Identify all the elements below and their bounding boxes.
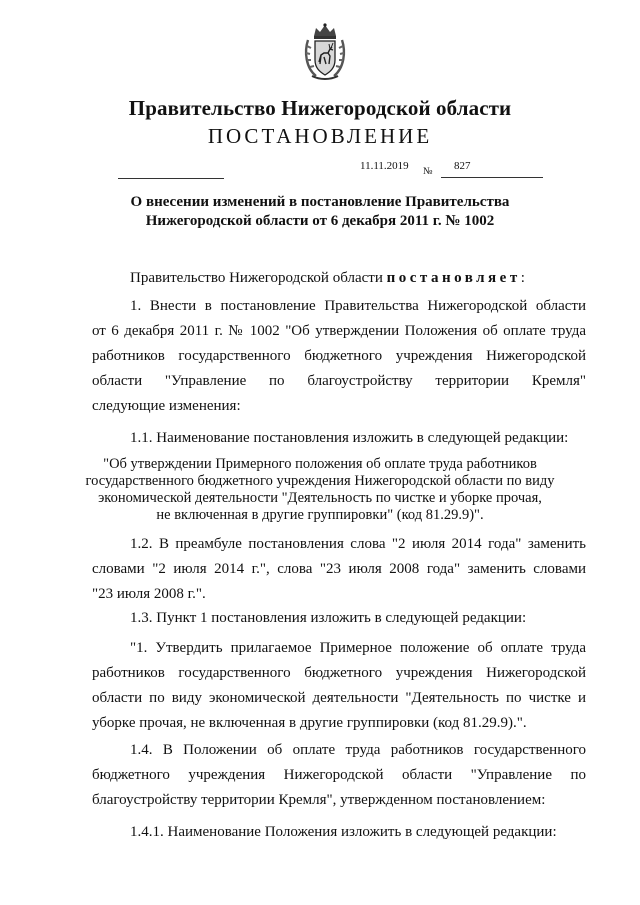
left-signature-line: [118, 178, 224, 179]
document-number: 827: [454, 160, 471, 172]
document-date: 11.11.2019: [360, 160, 409, 172]
number-sign: №: [423, 166, 433, 177]
intro-paragraph: [130, 266, 570, 291]
intro-colon: :: [520, 270, 525, 286]
heading-line: Нижегородской области от 6 декабря 2011 г. № 1002: [145, 213, 495, 229]
decree-word: постановляет: [386, 270, 521, 286]
document-heading: [0, 193, 640, 231]
paragraph-1-3-quote: [92, 636, 586, 736]
quote-block: [76, 456, 564, 524]
text-line: области по виду экономической деятельности "Деятельность по чистке и: [92, 690, 586, 706]
text-line: работников государственного бюджетного учреждения Нижегородской: [92, 348, 586, 364]
heading-line: О внесении изменений в постановление Правительства: [130, 194, 510, 210]
text-line: 1.2. В преамбуле постановления слова "2 июля 2014 года" заменить: [130, 536, 586, 552]
document-type: ПОСТАНОВЛЕНИЕ: [207, 124, 433, 148]
text-line: уборке прочая, не включенная в другие группировки (код 81.29.9).".: [92, 715, 527, 731]
quote-line: "Об утверждении Примерного положения об оплате труда работников: [103, 456, 537, 472]
text-line: области "Управление по благоустройству территории Кремля": [92, 373, 586, 389]
paragraph-1-1: 1.1. Наименование постановления изложить в следующей редакции:: [130, 430, 569, 446]
number-line: [441, 177, 543, 178]
text-line: 1. Внести в постановление Правительства Нижегородской области: [130, 298, 586, 314]
quote-line: экономической деятельности "Деятельность по чистке и уборке прочая,: [98, 490, 542, 506]
quote-line: не включенная в другие группировки" (код 81.29.9)".: [156, 507, 484, 523]
paragraph-1-4-1: 1.4.1. Наименование Положения изложить в следующей редакции:: [130, 824, 557, 840]
paragraph-1: [92, 294, 586, 419]
paragraph-1-3: 1.3. Пункт 1 постановления изложить в следующей редакции:: [130, 610, 527, 626]
text-line: следующие изменения:: [92, 398, 241, 414]
government-title: Правительство Нижегородской области: [128, 96, 512, 120]
text-line: словами "2 июля 2014 г.", слова "23 июля 2008 года" заменить словами: [92, 561, 586, 577]
coat-of-arms-icon: [302, 22, 348, 82]
text-line: "1. Утвердить прилагаемое Примерное положение об оплате труда: [130, 640, 586, 656]
quote-line: государственного бюджетного учреждения Нижегородской области по виду: [85, 473, 555, 489]
text-line: бюджетного учреждения Нижегородской области "Управление по: [92, 767, 586, 783]
text-line: "23 июля 2008 г.".: [92, 586, 206, 602]
text-line: работников государственного бюджетного учреждения Нижегородской: [92, 665, 586, 681]
paragraph-1-4: [92, 738, 586, 813]
text-line: благоустройству территории Кремля", утвержденном постановлением:: [92, 792, 546, 808]
text-line: 1.4. В Положении об оплате труда работников государственного: [130, 742, 586, 758]
intro-text: Правительство Нижегородской области: [130, 270, 387, 286]
paragraph-1-2: [92, 532, 586, 607]
text-line: от 6 декабря 2011 г. № 1002 "Об утверждении Положения об оплате труда: [92, 323, 586, 339]
